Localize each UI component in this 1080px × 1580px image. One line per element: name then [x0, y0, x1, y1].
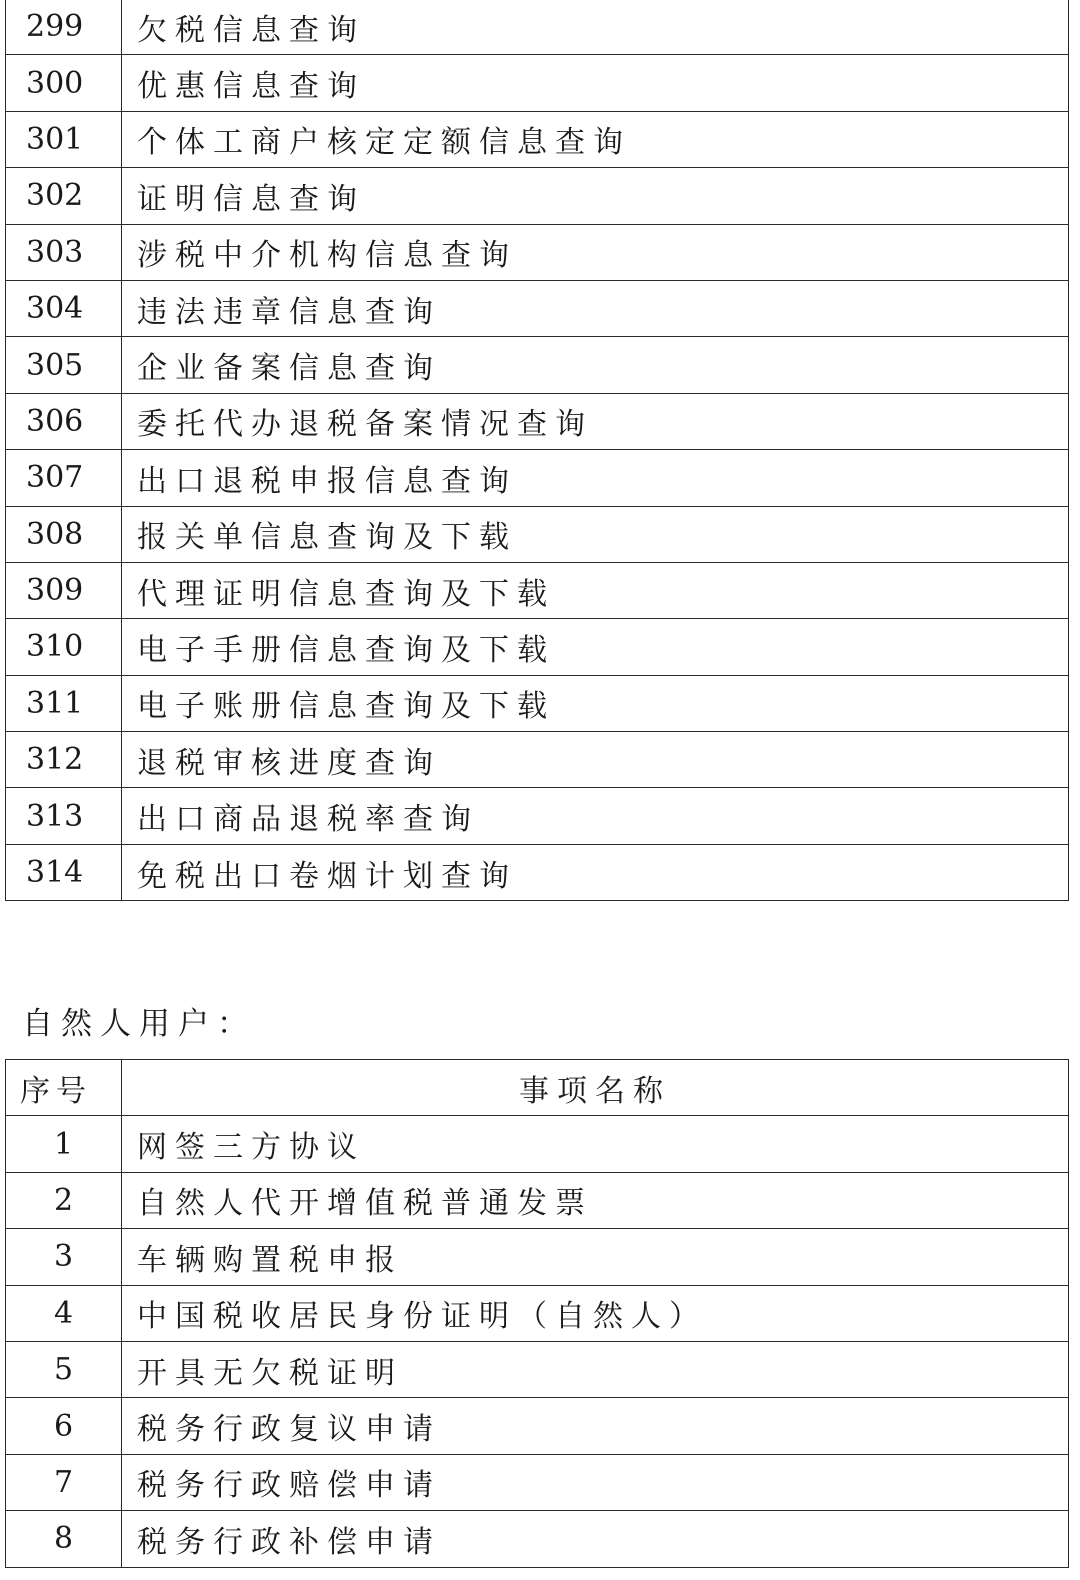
row-item-name: 企业备案信息查询: [122, 337, 1069, 393]
row-serial-number: 300: [6, 55, 122, 111]
row-item-name: 委托代办退税备案情况查询: [122, 393, 1069, 449]
row-serial-number: 313: [6, 788, 122, 844]
row-serial-number: 5: [6, 1341, 122, 1397]
row-serial-number: 307: [6, 450, 122, 506]
table-row: [6, 1172, 1069, 1228]
row-serial-number: 311: [6, 675, 122, 731]
table-row: [6, 450, 1069, 506]
row-serial-number: 306: [6, 393, 122, 449]
row-item-name: 优惠信息查询: [122, 55, 1069, 111]
row-item-name: 欠税信息查询: [122, 0, 1069, 55]
row-item-name: 电子账册信息查询及下载: [122, 675, 1069, 731]
header-item-name: 事项名称: [122, 1060, 1069, 1116]
table-row: [6, 393, 1069, 449]
table-row: [6, 506, 1069, 562]
row-serial-number: 302: [6, 168, 122, 224]
table-row: [6, 1341, 1069, 1397]
row-item-name: 中国税收居民身份证明（自然人）: [122, 1285, 1069, 1341]
row-item-name: 电子手册信息查询及下载: [122, 619, 1069, 675]
row-item-name: 违法违章信息查询: [122, 280, 1069, 336]
row-serial-number: 8: [6, 1511, 122, 1567]
row-item-name: 网签三方协议: [122, 1116, 1069, 1172]
table-row: [6, 168, 1069, 224]
row-serial-number: 308: [6, 506, 122, 562]
table-row: [6, 111, 1069, 167]
table-row: [6, 55, 1069, 111]
table-row: [6, 562, 1069, 618]
table-row: [6, 1116, 1069, 1172]
row-item-name: 开具无欠税证明: [122, 1341, 1069, 1397]
row-serial-number: 299: [6, 0, 122, 55]
row-item-name: 税务行政赔偿申请: [122, 1454, 1069, 1510]
header-serial-number: 序号: [6, 1060, 122, 1116]
enterprise-items-body: [6, 0, 1069, 901]
row-item-name: 退税审核进度查询: [122, 732, 1069, 788]
row-item-name: 出口退税申报信息查询: [122, 450, 1069, 506]
enterprise-items-table: [5, 0, 1069, 901]
row-item-name: 车辆购置税申报: [122, 1229, 1069, 1285]
row-serial-number: 312: [6, 732, 122, 788]
row-item-name: 税务行政复议申请: [122, 1398, 1069, 1454]
table-row: [6, 280, 1069, 336]
row-serial-number: 314: [6, 844, 122, 900]
table-row: [6, 337, 1069, 393]
row-serial-number: 303: [6, 224, 122, 280]
row-item-name: 涉税中介机构信息查询: [122, 224, 1069, 280]
table-row: [6, 0, 1069, 55]
table-row: [6, 1285, 1069, 1341]
row-item-name: 个体工商户核定定额信息查询: [122, 111, 1069, 167]
row-item-name: 证明信息查询: [122, 168, 1069, 224]
table-row: [6, 1511, 1069, 1567]
row-item-name: 税务行政补偿申请: [122, 1511, 1069, 1567]
row-serial-number: 3: [6, 1229, 122, 1285]
table-row: [6, 675, 1069, 731]
row-serial-number: 305: [6, 337, 122, 393]
row-serial-number: 7: [6, 1454, 122, 1510]
row-item-name: 代理证明信息查询及下载: [122, 562, 1069, 618]
row-item-name: 出口商品退税率查询: [122, 788, 1069, 844]
row-item-name: 自然人代开增值税普通发票: [122, 1172, 1069, 1228]
row-serial-number: 310: [6, 619, 122, 675]
row-serial-number: 1: [6, 1116, 122, 1172]
row-serial-number: 309: [6, 562, 122, 618]
table-row: [6, 1229, 1069, 1285]
table-row: [6, 1398, 1069, 1454]
table-row: [6, 224, 1069, 280]
table-row: [6, 1454, 1069, 1510]
table-row: [6, 844, 1069, 900]
row-item-name: 免税出口卷烟计划查询: [122, 844, 1069, 900]
table-row: [6, 788, 1069, 844]
row-serial-number: 304: [6, 280, 122, 336]
table-row: [6, 732, 1069, 788]
natural-person-items-body: [6, 1060, 1069, 1568]
row-serial-number: 301: [6, 111, 122, 167]
section-label-natural-person: 自然人用户：: [22, 1006, 256, 1042]
row-serial-number: 4: [6, 1285, 122, 1341]
row-item-name: 报关单信息查询及下载: [122, 506, 1069, 562]
row-serial-number: 2: [6, 1172, 122, 1228]
table-row: [6, 619, 1069, 675]
table-header-row: [6, 1060, 1069, 1116]
row-serial-number: 6: [6, 1398, 122, 1454]
natural-person-items-table: [5, 1059, 1069, 1568]
